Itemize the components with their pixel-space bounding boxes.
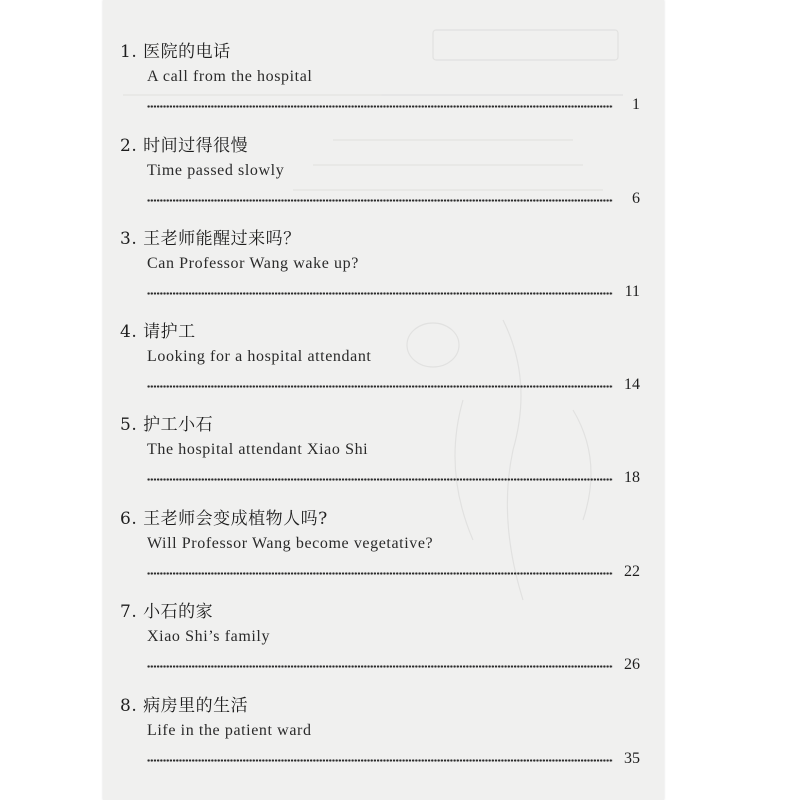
toc-chinese-title: 8. 病房里的生活 xyxy=(120,696,249,716)
toc-page-number: 1 xyxy=(632,96,640,113)
toc-entry[interactable] xyxy=(103,597,664,691)
toc-chinese-title: 3. 王老师能醒过来吗？ xyxy=(120,229,301,249)
book-page xyxy=(103,0,664,800)
dot-leader xyxy=(147,385,613,388)
toc-page-number: 35 xyxy=(624,750,640,767)
toc-entry[interactable] xyxy=(103,224,664,318)
toc-entry[interactable] xyxy=(103,131,664,225)
toc-english-title: A call from the hospital xyxy=(147,68,313,85)
toc-english-title: Can Professor Wang wake up? xyxy=(147,255,359,272)
toc-entry[interactable] xyxy=(103,317,664,411)
toc-entry[interactable] xyxy=(103,410,664,504)
dot-leader xyxy=(147,572,613,575)
toc-page-number: 22 xyxy=(624,563,640,580)
toc-chinese-title: 4. 请护工 xyxy=(120,322,196,342)
toc-page-number: 26 xyxy=(624,656,640,673)
toc-page-number: 11 xyxy=(624,283,640,300)
toc-chinese-title: 2. 时间过得很慢 xyxy=(120,136,249,156)
dot-leader xyxy=(147,292,613,295)
dot-leader xyxy=(147,759,613,762)
toc-entry[interactable] xyxy=(103,37,664,131)
dot-leader xyxy=(147,199,613,202)
toc-english-title: The hospital attendant Xiao Shi xyxy=(147,441,369,458)
dot-leader xyxy=(147,665,613,668)
toc-page-number: 18 xyxy=(624,469,640,486)
toc-english-title: Will Professor Wang become vegetative? xyxy=(147,535,434,552)
toc-english-title: Time passed slowly xyxy=(147,162,285,179)
toc-english-title: Life in the patient ward xyxy=(147,722,312,739)
toc-chinese-title: 6. 王老师会变成植物人吗? xyxy=(120,509,328,529)
toc-page-number: 14 xyxy=(624,376,640,393)
toc-chinese-title: 5. 护工小石 xyxy=(120,415,214,435)
dot-leader xyxy=(147,478,613,481)
toc-page-number: 6 xyxy=(632,190,640,207)
toc-entry[interactable] xyxy=(103,691,664,785)
toc-entry[interactable] xyxy=(103,504,664,598)
dot-leader xyxy=(147,105,613,108)
toc-chinese-title: 1. 医院的电话 xyxy=(120,42,231,62)
toc-english-title: Looking for a hospital attendant xyxy=(147,348,372,365)
toc-chinese-title: 7. 小石的家 xyxy=(120,602,214,622)
toc-english-title: Xiao Shi’s family xyxy=(147,628,271,645)
